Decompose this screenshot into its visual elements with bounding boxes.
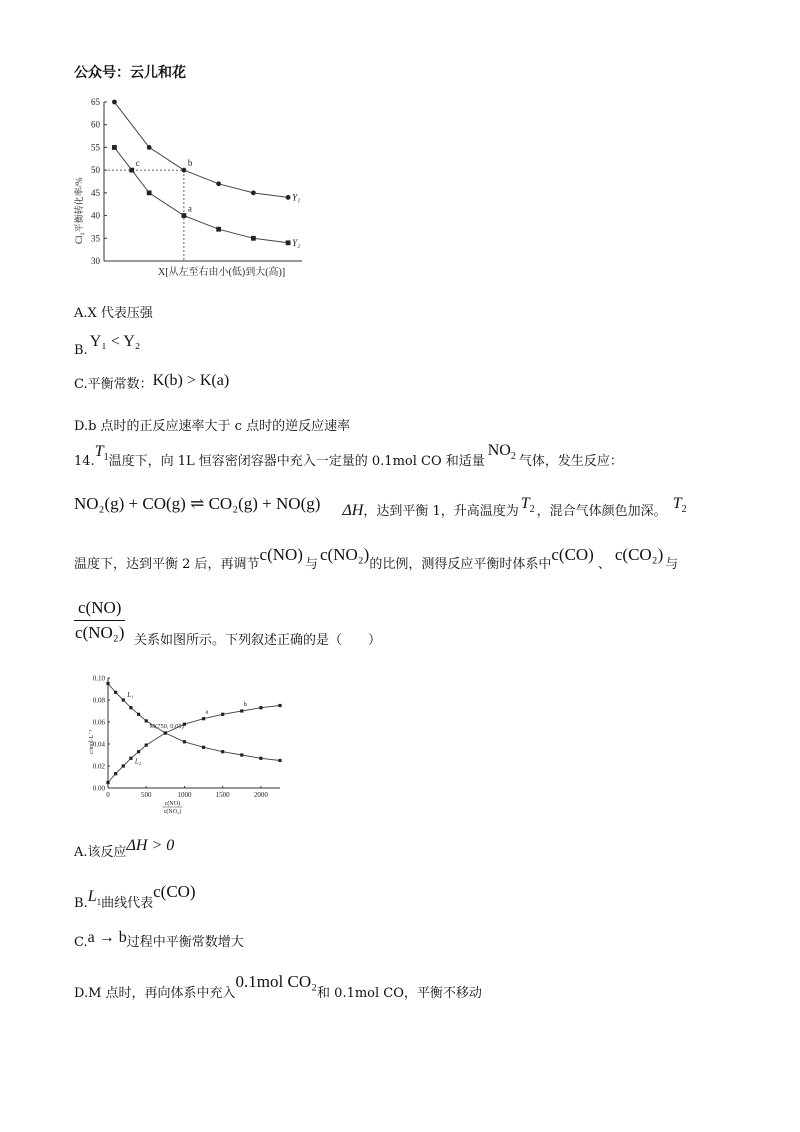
chart1-xlabel: X[从左至右由小(低)到大(高)] xyxy=(158,267,286,278)
chart1-point xyxy=(181,168,186,173)
q14-cco2: c(CO₂) xyxy=(614,545,664,564)
q14-option-c-math: a → b xyxy=(87,929,127,946)
q14-option-d-suffix: 和 0.1mol CO，平衡不移动 xyxy=(317,986,482,1001)
chart1-point xyxy=(129,168,134,173)
q14-cno: c(NO) xyxy=(259,545,303,564)
chart2-point xyxy=(259,757,262,760)
q14-option-b-mid: 曲线代表 xyxy=(101,896,154,911)
q14-l1-symbol: $L_1$ xyxy=(87,888,102,908)
q14-cco: c(CO) xyxy=(551,545,594,564)
chart1-point xyxy=(147,145,152,150)
chart2-xtick-label: 1000 xyxy=(177,791,192,799)
chart1-series-label: Y₁ xyxy=(292,192,301,203)
chart2-point xyxy=(278,759,281,762)
q14-line2-tail: ，混合气体颜色加深。 xyxy=(536,504,667,519)
chart1-series-line xyxy=(114,147,288,242)
chart1-point-label: b xyxy=(187,158,193,169)
q14-option-b xyxy=(74,882,196,911)
chart2-xtick-label: 1500 xyxy=(215,791,230,799)
q14-yu: 与 xyxy=(304,557,318,572)
q14-option-d xyxy=(74,972,482,1001)
chart2-point xyxy=(221,713,224,716)
q14-equation: NO₂(g) + CO(g) ⇌ CO₂(g) + NO(g) xyxy=(74,494,321,513)
q13-option-a: A.X 代表压强 xyxy=(74,306,153,321)
chart1-point xyxy=(216,181,221,186)
q13-option-d: D.b 点时的正反应速率大于 c 点时的逆反应速率 xyxy=(74,419,351,434)
chart2-series-line xyxy=(108,684,280,761)
chart2-point xyxy=(137,750,140,753)
chart2-point xyxy=(240,753,243,756)
q14-option-c xyxy=(74,928,244,950)
q14-option-d-prefix: D.M 点时，再向体系中充入 xyxy=(74,986,236,1001)
q13-option-b-prefix: B. xyxy=(74,343,88,358)
chart-cl2-conversion xyxy=(70,94,310,304)
chart1-ytick-label: 35 xyxy=(91,233,100,244)
chart2-point xyxy=(106,781,109,784)
chart1-point xyxy=(112,100,117,105)
chart1-ytick-label: 45 xyxy=(91,187,100,198)
chart2-point xyxy=(122,698,125,701)
chart2-ylabel: c/mol·L⁻¹ xyxy=(89,729,95,754)
q14-fraction xyxy=(74,598,125,643)
chart2-xlabel-num: c(NO) xyxy=(164,801,181,807)
q14-line3-text: 温度下，达到平衡 2 后，再调节 xyxy=(74,557,260,572)
q14-line1-text: 温度下，向 1L 恒容密闭容器中充入一定量的 0.1mol CO 和适量 xyxy=(108,454,485,469)
page-header: 公众号：云儿和花 xyxy=(74,65,186,81)
q13-option-c-math: K(b) > K(a) xyxy=(152,372,230,389)
chart1-ytick-label: 55 xyxy=(91,142,100,153)
chart2-point xyxy=(221,750,224,753)
chart2-point xyxy=(129,706,132,709)
chart2-ytick-label: 0.10 xyxy=(92,674,105,683)
q13-option-b xyxy=(74,332,141,358)
chart2-point xyxy=(129,757,132,760)
q14-option-b-prefix: B. xyxy=(74,896,88,911)
q14-fraction-den: c(NO₂) xyxy=(75,623,125,642)
q14-delta-h: ΔH xyxy=(342,502,364,519)
chart1-point xyxy=(181,213,186,218)
chart2-ytick-label: 0.00 xyxy=(92,784,105,793)
q13-option-b-math: Y₁ < Y₂ xyxy=(89,333,141,350)
chart1-point xyxy=(286,195,291,200)
q14-option-a xyxy=(74,836,175,860)
q13-option-c xyxy=(74,374,229,393)
chart2-point xyxy=(183,740,186,743)
chart1-ytick-label: 60 xyxy=(91,119,100,130)
chart2-point xyxy=(259,706,262,709)
chart1-point xyxy=(251,190,256,195)
chart2-point xyxy=(137,713,140,716)
chart1-ytick-label: 50 xyxy=(91,165,100,176)
chart1-point-label: c xyxy=(135,158,140,169)
chart2-point xyxy=(106,682,109,685)
q14-line2-text: ，达到平衡 1，升高温度为 xyxy=(363,504,519,519)
chart-concentration xyxy=(84,668,284,823)
chart1-series-label: Y₂ xyxy=(292,237,301,248)
q14-line3 xyxy=(74,545,679,572)
chart1-series-line xyxy=(114,102,288,197)
chart2-xlabel-den: c(NO₂) xyxy=(163,809,182,815)
chart2-point-label: b xyxy=(243,701,248,708)
q14-line4: 关系如图所示。下列叙述正确的是（ ） xyxy=(134,633,382,648)
q14-option-c-suffix: 过程中平衡常数增大 xyxy=(126,935,244,950)
chart2-point xyxy=(145,719,148,722)
q13-option-c-prefix: C.平衡常数： xyxy=(74,377,153,392)
q14-option-a-prefix: A.该反应 xyxy=(74,845,127,860)
chart1-ytick-label: 40 xyxy=(91,210,100,221)
chart2-ytick-label: 0.08 xyxy=(92,696,105,705)
chart2-point xyxy=(164,731,167,734)
chart2-series-label: L₂ xyxy=(134,757,142,766)
chart1-ylabel: Cl₂平衡转化率/% xyxy=(74,177,84,244)
chart1-point xyxy=(251,236,256,241)
chart2-xtick-label: 2000 xyxy=(253,791,268,799)
chart2-series-line xyxy=(108,706,280,783)
chart2-ytick-label: 0.04 xyxy=(92,740,105,749)
q14-line1 xyxy=(74,442,623,469)
chart1-ytick-label: 30 xyxy=(91,256,100,266)
q14-fraction-num: c(NO) xyxy=(74,598,125,621)
q14-cno2: c(NO₂) xyxy=(319,545,370,564)
q14-no2: $NO_2$ xyxy=(487,442,516,463)
chart1-point xyxy=(286,240,291,245)
q14-t2: $T_2$ xyxy=(520,495,535,516)
chart2-ytick-label: 0.02 xyxy=(92,762,105,771)
chart1-point xyxy=(216,227,221,232)
chart2-point xyxy=(202,717,205,720)
q14-sep: 、 xyxy=(597,557,611,572)
q14-option-b-math: c(CO) xyxy=(153,882,196,901)
q14-option-d-math: 0.1mol CO₂ xyxy=(235,972,318,991)
chart2-point xyxy=(114,772,117,775)
chart2-point xyxy=(114,691,117,694)
chart2-point-label: a xyxy=(205,708,209,716)
chart2-point xyxy=(240,709,243,712)
chart2-point xyxy=(278,704,281,707)
chart1-ytick-label: 65 xyxy=(91,97,100,107)
chart2-point xyxy=(202,746,205,749)
chart2-xtick-label: 0 xyxy=(106,791,110,799)
chart2-series-label: L₁ xyxy=(127,691,134,699)
chart1-point-label: a xyxy=(187,203,192,214)
q14-line1-tail: 气体，发生反应： xyxy=(518,454,623,469)
chart2-point-label: M(750, 0.05) xyxy=(149,723,184,730)
q14-option-a-math: ΔH > 0 xyxy=(126,837,175,854)
q14-option-c-prefix: C. xyxy=(74,935,88,950)
q14-t2-repeat: $T_2$ xyxy=(672,495,687,516)
chart1-point xyxy=(112,145,117,150)
q14-number: 14. xyxy=(74,454,95,469)
chart2-point xyxy=(122,764,125,767)
chart2-xtick-label: 500 xyxy=(140,791,152,799)
chart2-point xyxy=(145,744,148,747)
chart2-ytick-label: 0.06 xyxy=(92,718,105,727)
chart1-point xyxy=(147,190,152,195)
q14-yu2: 与 xyxy=(665,557,679,572)
q14-line3-mid: 的比例，测得反应平衡时体系中 xyxy=(369,557,552,572)
q14-t1: $T_1$ xyxy=(94,443,109,464)
q14-line2 xyxy=(74,494,687,517)
